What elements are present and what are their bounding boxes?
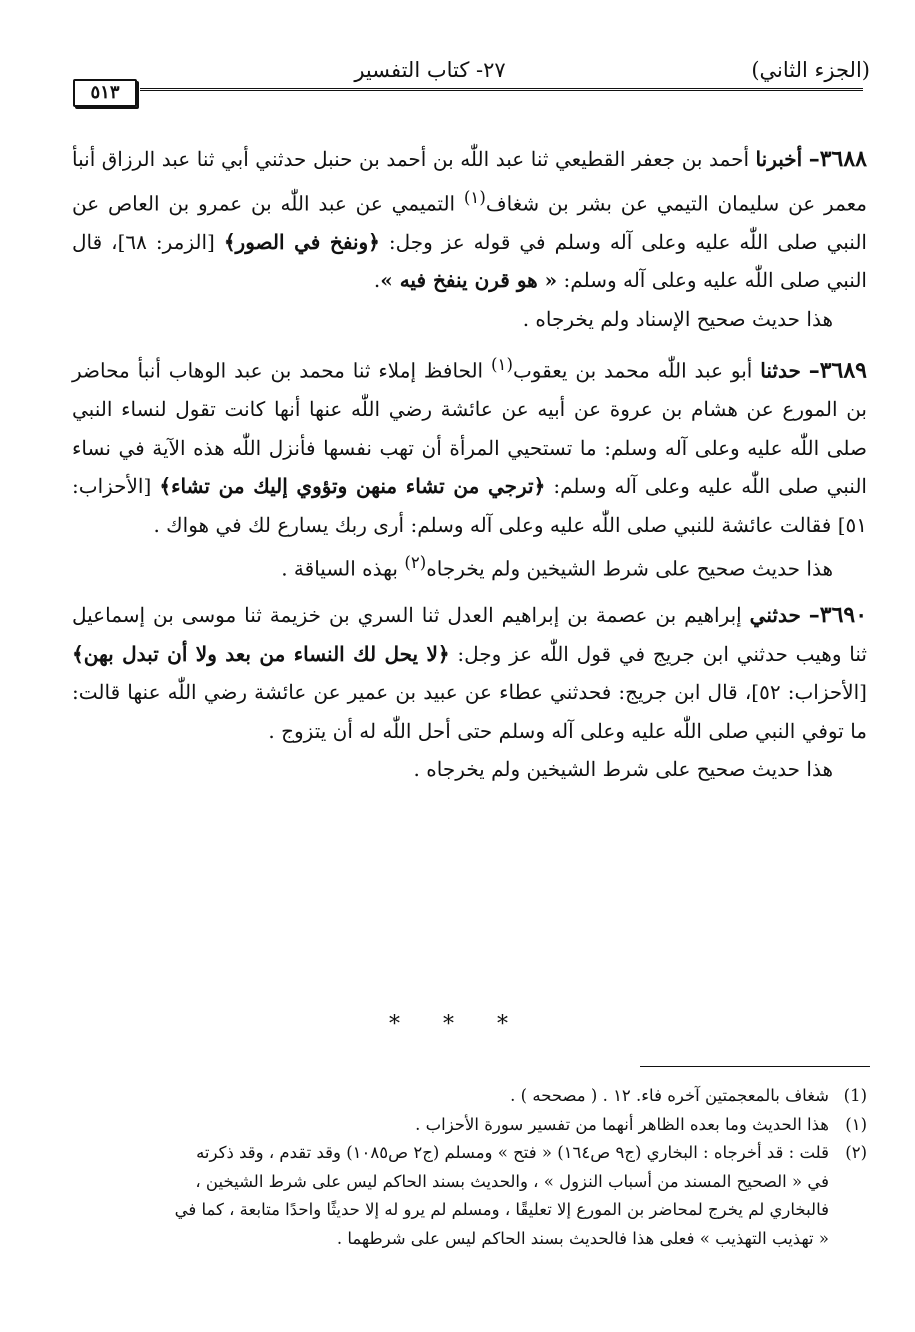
grading-text: بهذه السياقة . [281, 556, 405, 581]
hadith-text: أبو عبد اللّٰه محمد بن يعقوب [512, 358, 761, 383]
footnote-3-line-3: فالبخاري لم يخرج لمحاضر بن المورع إلا تعليقًا ، ومسلم لم يرو له إلا حديثًا واحدًا متابعة ، كما في [174, 1200, 829, 1219]
footnote-mark: (١) [845, 1114, 867, 1134]
footnotes [72, 1082, 867, 1253]
page-number: ٥١٣ [73, 79, 137, 107]
narration-lead: حدثنا [760, 358, 801, 383]
quran-quote: ﴿لا يحل لك النساء من بعد ولا أن تبدل بهن﴾ [72, 641, 450, 666]
running-header [70, 58, 870, 92]
footnote-3-line-4: « تهذيب التهذيب » فعلى هذا فالحديث بسند الحاكم ليس على شرطهما . [336, 1228, 829, 1248]
hadith-text: [الأحزاب: ٥٢]، قال ابن جريج: فحدثني عطاء عن عبيد بن عمير عن عائشة رضي اللّٰه عنها قالت: ما توفي النبي صلى اللّٰه عليه وعلى آله وسلم حتى أحل اللّٰه له أن يتزوج . [72, 680, 867, 743]
grading-statement: هذا حديث صحيح الإسناد ولم يخرجاه . [522, 306, 833, 331]
hadith-text: الحافظ إملاء ثنا محمد بن عبد الوهاب أنبأ محاضر بن المورع عن هشام بن عروة عن أبيه عن عائشة رضي اللّٰه عنها أنها كانت تقول لنساء النبي صلى اللّٰه عليه وعلى آله وسلم: ما تستحيي المرأة أن تهب نفسها فأنزل اللّٰه هذه الآية في نساء النبي صلى اللّٰه عليه وعلى آله وسلم: [72, 358, 867, 499]
footnote-ref[interactable]: (١) [491, 355, 513, 375]
hadith-text: التميمي عن عبد اللّٰه بن عمرو بن العاص عن النبي صلى اللّٰه عليه وعلى آله وسلم في قوله عز وجل: [72, 191, 867, 254]
header-rule [140, 88, 863, 91]
hadith-number: ٣٦٨٨– [808, 146, 867, 172]
narration-lead: حدثني [749, 603, 801, 628]
hadith-text: إبراهيم بن عصمة بن إبراهيم العدل ثنا السري بن خزيمة ثنا موسى بن إسماعيل ثنا وهيب حدثني ابن جريج في قول اللّٰه عز وجل: [72, 603, 867, 666]
footnote-rule [640, 1066, 870, 1067]
hadith-3690 [72, 596, 867, 750]
footnote-2 [72, 1111, 867, 1140]
narration-lead: أخبرنا [755, 147, 803, 171]
footnote-3 [72, 1139, 867, 1168]
quran-quote: ﴿ترجي من تشاء منهن وتؤوي إليك من تشاء﴾ [159, 474, 546, 499]
prophetic-quote: « هو قرن ينفخ فيه » [380, 268, 558, 293]
footnote-3-line-2: في « الصحيح المسند من أسباب النزول » ، والحديث بسند الحاكم ليس على شرط الشيخين ، [195, 1171, 829, 1191]
part-title: (الجزء الثاني) [751, 58, 870, 82]
hadith-3688 [72, 140, 867, 300]
main-text [72, 140, 867, 789]
chapter-title: ٢٧- كتاب التفسير [354, 58, 506, 82]
hadith-number: ٣٦٩٠– [808, 602, 868, 629]
hadith-text: [الزمر: ٦٨]، قال النبي صلى اللّٰه عليه وعلى آله وسلم: [72, 229, 867, 293]
hadith-text: أحمد بن جعفر القطيعي ثنا عبد اللّٰه بن أحمد بن حنبل حدثني أبي ثنا عبد الرزاق أنبأ معمر عن سليمان التيمي عن بشر بن شغاف [72, 147, 867, 216]
footnote-1 [72, 1082, 867, 1111]
grading-statement: هذا حديث صحيح على شرط الشيخين ولم يخرجاه . [413, 757, 833, 782]
footnote-mark: (٢) [845, 1143, 867, 1162]
footnote-text: شغاف بالمعجمتين آخره فاء. ١٢ . ( مصححه ) . [510, 1086, 829, 1105]
footnote-text: هذا الحديث وما بعده الظاهر أنهما من تفسير سورة الأحزاب . [415, 1114, 829, 1134]
hadith-3689 [72, 346, 867, 544]
grading-statement [72, 544, 867, 588]
footnote-text: قلت : قد أخرجاه : البخاري (ج٩ ص١٦٤) « فتح » ومسلم (ج٢ ص١٠٨٥) وقد تقدم ، وقد ذكرته [196, 1143, 829, 1162]
hadith-text: . [373, 268, 381, 293]
footnote-ref[interactable]: (١) [463, 187, 486, 207]
hadith-number: ٣٦٨٩– [808, 357, 867, 384]
footnote-ref[interactable]: (٢) [404, 553, 427, 573]
grading-text: هذا حديث صحيح على شرط الشيخين ولم يخرجاه [426, 556, 833, 581]
quran-quote: ﴿ونفخ في الصور﴾ [223, 229, 380, 254]
hadith-text: [الأحزاب: ٥١] فقالت عائشة للنبي صلى اللّٰه عليه وعلى آله وسلم: أرى ربك يسارع لك في هواك . [72, 474, 867, 537]
footnote-mark: (1) [843, 1086, 867, 1105]
section-separator: * * * [389, 1012, 526, 1037]
